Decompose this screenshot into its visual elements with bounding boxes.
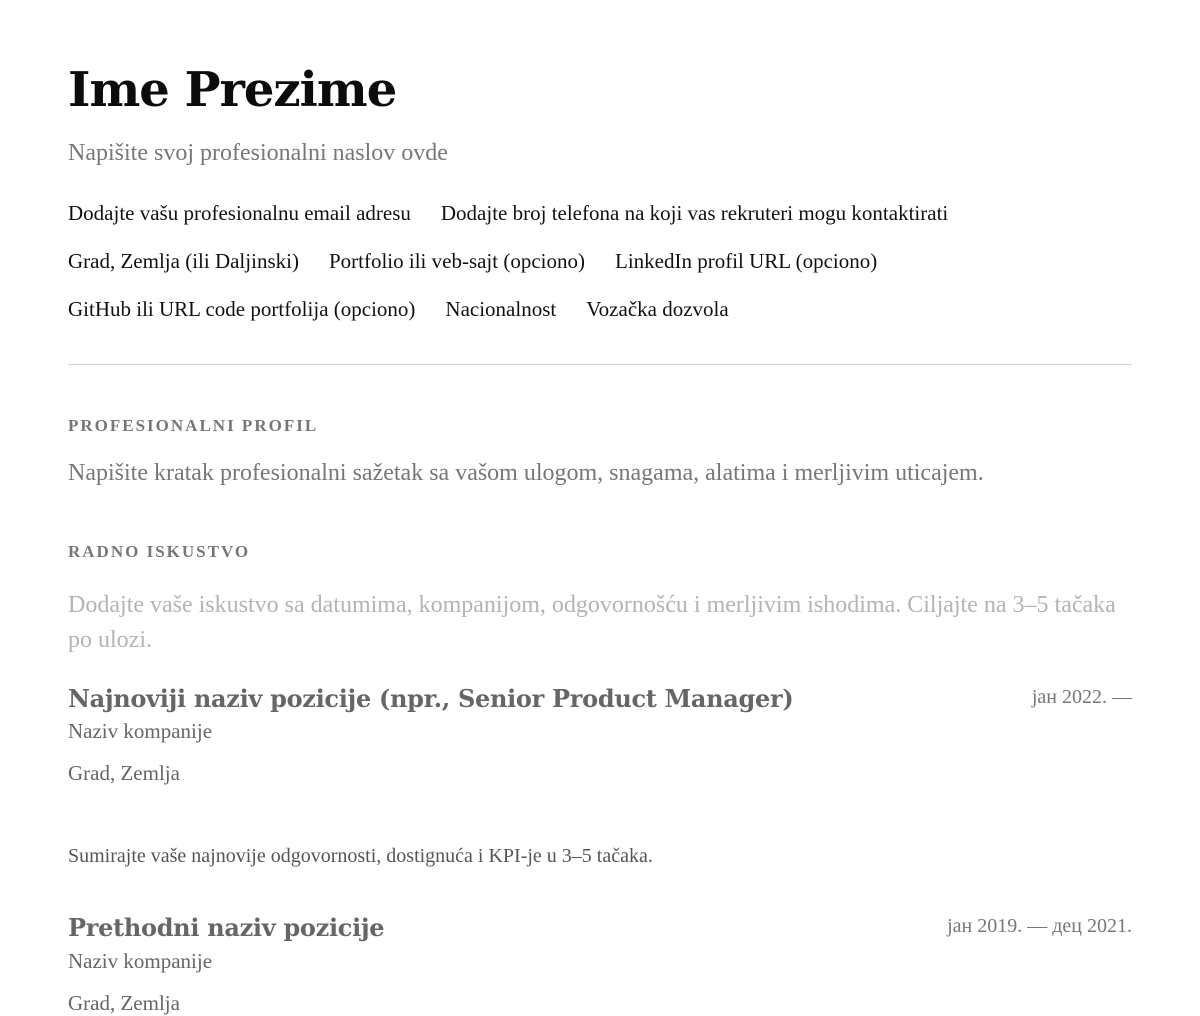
resume-name[interactable]: Ime Prezime	[68, 62, 397, 118]
contact-drivers-license[interactable]: Vozačka dozvola	[586, 297, 729, 321]
experience-intro-placeholder[interactable]: Dodajte vaše iskustvo sa datumima, kompanijom, odgovornošću i merljivim ishodima. Ciljajte na 3–5 tačaka po ulozi.	[68, 592, 1116, 653]
contact-github[interactable]: GitHub ili URL code portfolija (opciono)	[68, 297, 416, 321]
contact-nationality[interactable]: Nacionalnost	[445, 297, 557, 321]
job-2-location[interactable]: Grad, Zemlja	[68, 991, 180, 1015]
job-1-summary[interactable]: Sumirajte vaše najnovije odgovornosti, dostignuća i KPI-je u 3–5 tačaka.	[68, 845, 653, 867]
job-2-dates[interactable]: јан 2019. — дец 2021.	[947, 915, 1132, 937]
job-1-title[interactable]: Najnoviji naziv pozicije (npr., Senior Product Manager)	[68, 684, 794, 713]
contact-location[interactable]: Grad, Zemlja (ili Daljinski)	[68, 249, 299, 273]
resume-headline[interactable]: Napišite svoj profesionalni naslov ovde	[68, 140, 448, 166]
job-2-title[interactable]: Prethodni naziv pozicije	[68, 913, 385, 942]
header-divider	[68, 364, 1132, 365]
contact-row-1	[68, 201, 948, 226]
job-1-dates[interactable]: јан 2022. —	[1031, 686, 1132, 708]
contact-portfolio[interactable]: Portfolio ili veb-sajt (opciono)	[328, 249, 585, 273]
contact-linkedin[interactable]: LinkedIn profil URL (opciono)	[615, 249, 878, 273]
contact-email[interactable]: Dodajte vašu profesionalnu email adresu	[68, 201, 411, 225]
job-2-company[interactable]: Naziv kompanije	[68, 949, 213, 973]
experience-heading: RADNO ISKUSTVO	[68, 542, 251, 561]
job-1-company[interactable]: Naziv kompanije	[68, 719, 213, 743]
contact-row-2	[68, 249, 877, 274]
contact-row-3	[68, 297, 729, 322]
job-1-location[interactable]: Grad, Zemlja	[68, 761, 180, 785]
profile-summary[interactable]: Napišite kratak profesionalni sažetak sa vašom ulogom, snagama, alatima i merljivim uticajem.	[68, 460, 984, 486]
profile-heading: PROFESIONALNI PROFIL	[68, 416, 319, 435]
contact-phone[interactable]: Dodajte broj telefona na koji vas rekruteri mogu kontaktirati	[440, 201, 949, 225]
